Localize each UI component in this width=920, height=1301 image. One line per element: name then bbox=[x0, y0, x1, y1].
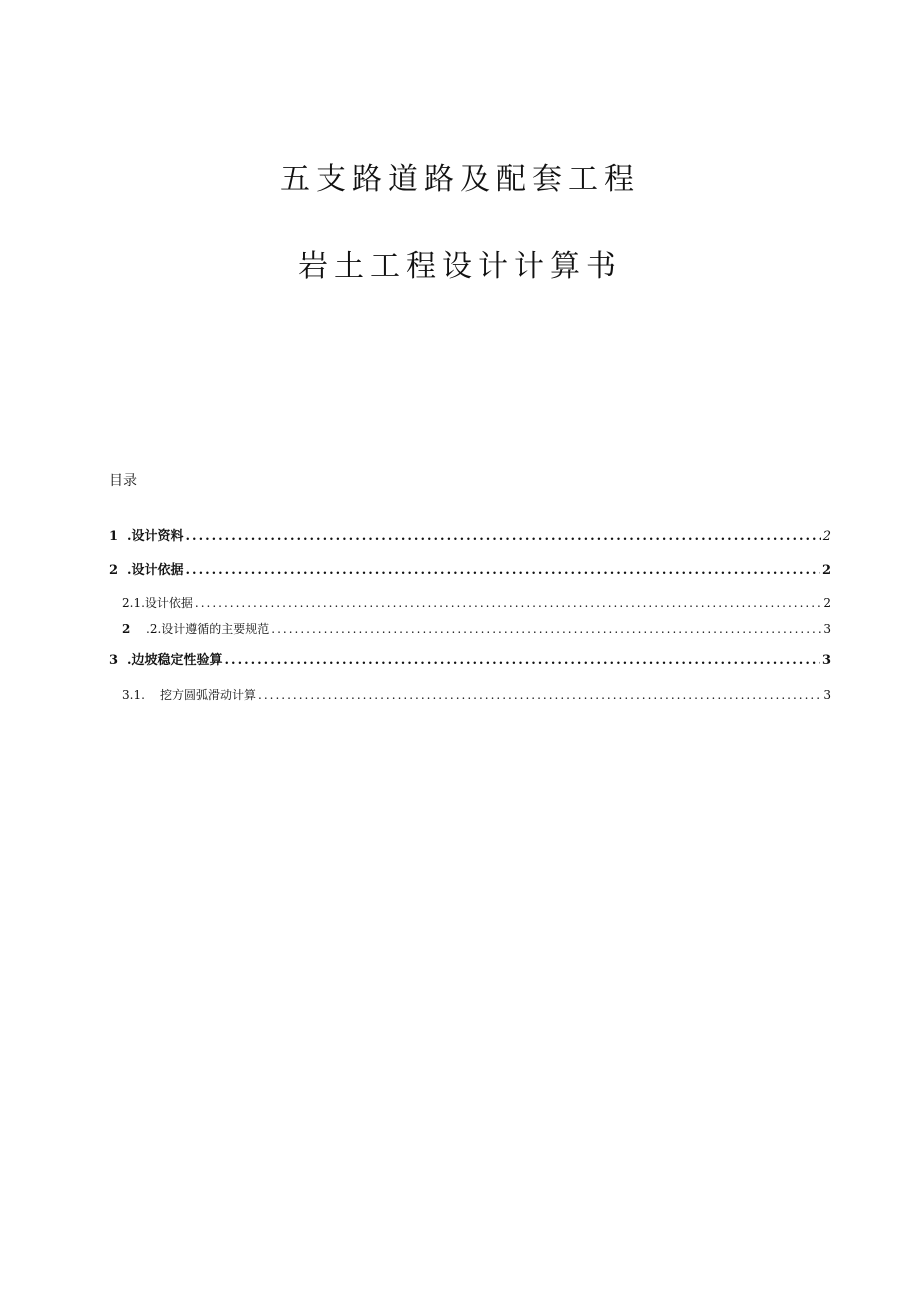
toc-entry-page: 2 bbox=[823, 596, 831, 610]
toc-entry-page: 3 bbox=[821, 653, 831, 668]
document-subtitle: 岩土工程设计计算书 bbox=[298, 249, 622, 284]
toc-leader-dots bbox=[271, 620, 821, 638]
toc-entry-label: .边坡稳定性验算 bbox=[127, 653, 223, 668]
toc-entry-label: .设计依据 bbox=[127, 563, 184, 578]
toc-entry-2-1[interactable] bbox=[122, 594, 831, 612]
toc-entry-2[interactable] bbox=[109, 562, 831, 580]
toc-entry-3-1[interactable] bbox=[122, 686, 831, 704]
toc-leader-dots bbox=[195, 594, 821, 612]
document-title: 五支路道路及配套工程 bbox=[280, 162, 640, 197]
toc-entry-3[interactable] bbox=[109, 652, 831, 670]
toc-heading: 目录 bbox=[109, 473, 137, 489]
toc-entry-2-2[interactable] bbox=[122, 620, 831, 638]
toc-entry-number: 3.1. bbox=[122, 688, 145, 702]
toc-entry-page: 3 bbox=[823, 688, 831, 702]
toc-entry-page: 2 bbox=[822, 529, 831, 544]
toc-entry-1[interactable] bbox=[109, 528, 831, 546]
toc-leader-dots bbox=[225, 652, 820, 670]
toc-entry-label: 挖方圆弧滑动计算 bbox=[160, 688, 257, 702]
toc-leader-dots bbox=[186, 562, 820, 580]
toc-entry-page: 3 bbox=[823, 622, 831, 636]
toc-entry-label: .设计资料 bbox=[127, 529, 184, 544]
toc-entry-label: 2.1.设计依据 bbox=[122, 596, 193, 610]
toc-entry-label: .2.设计遵循的主要规范 bbox=[146, 622, 270, 636]
toc-leader-dots bbox=[186, 528, 821, 546]
toc-entry-number: 2 bbox=[109, 563, 119, 578]
toc-entry-number: 2 bbox=[122, 622, 131, 636]
toc-entry-page: 2 bbox=[821, 563, 831, 578]
toc-entry-number: 3 bbox=[109, 653, 119, 668]
toc-entry-number: 1 bbox=[109, 529, 119, 544]
toc-leader-dots bbox=[258, 686, 821, 704]
